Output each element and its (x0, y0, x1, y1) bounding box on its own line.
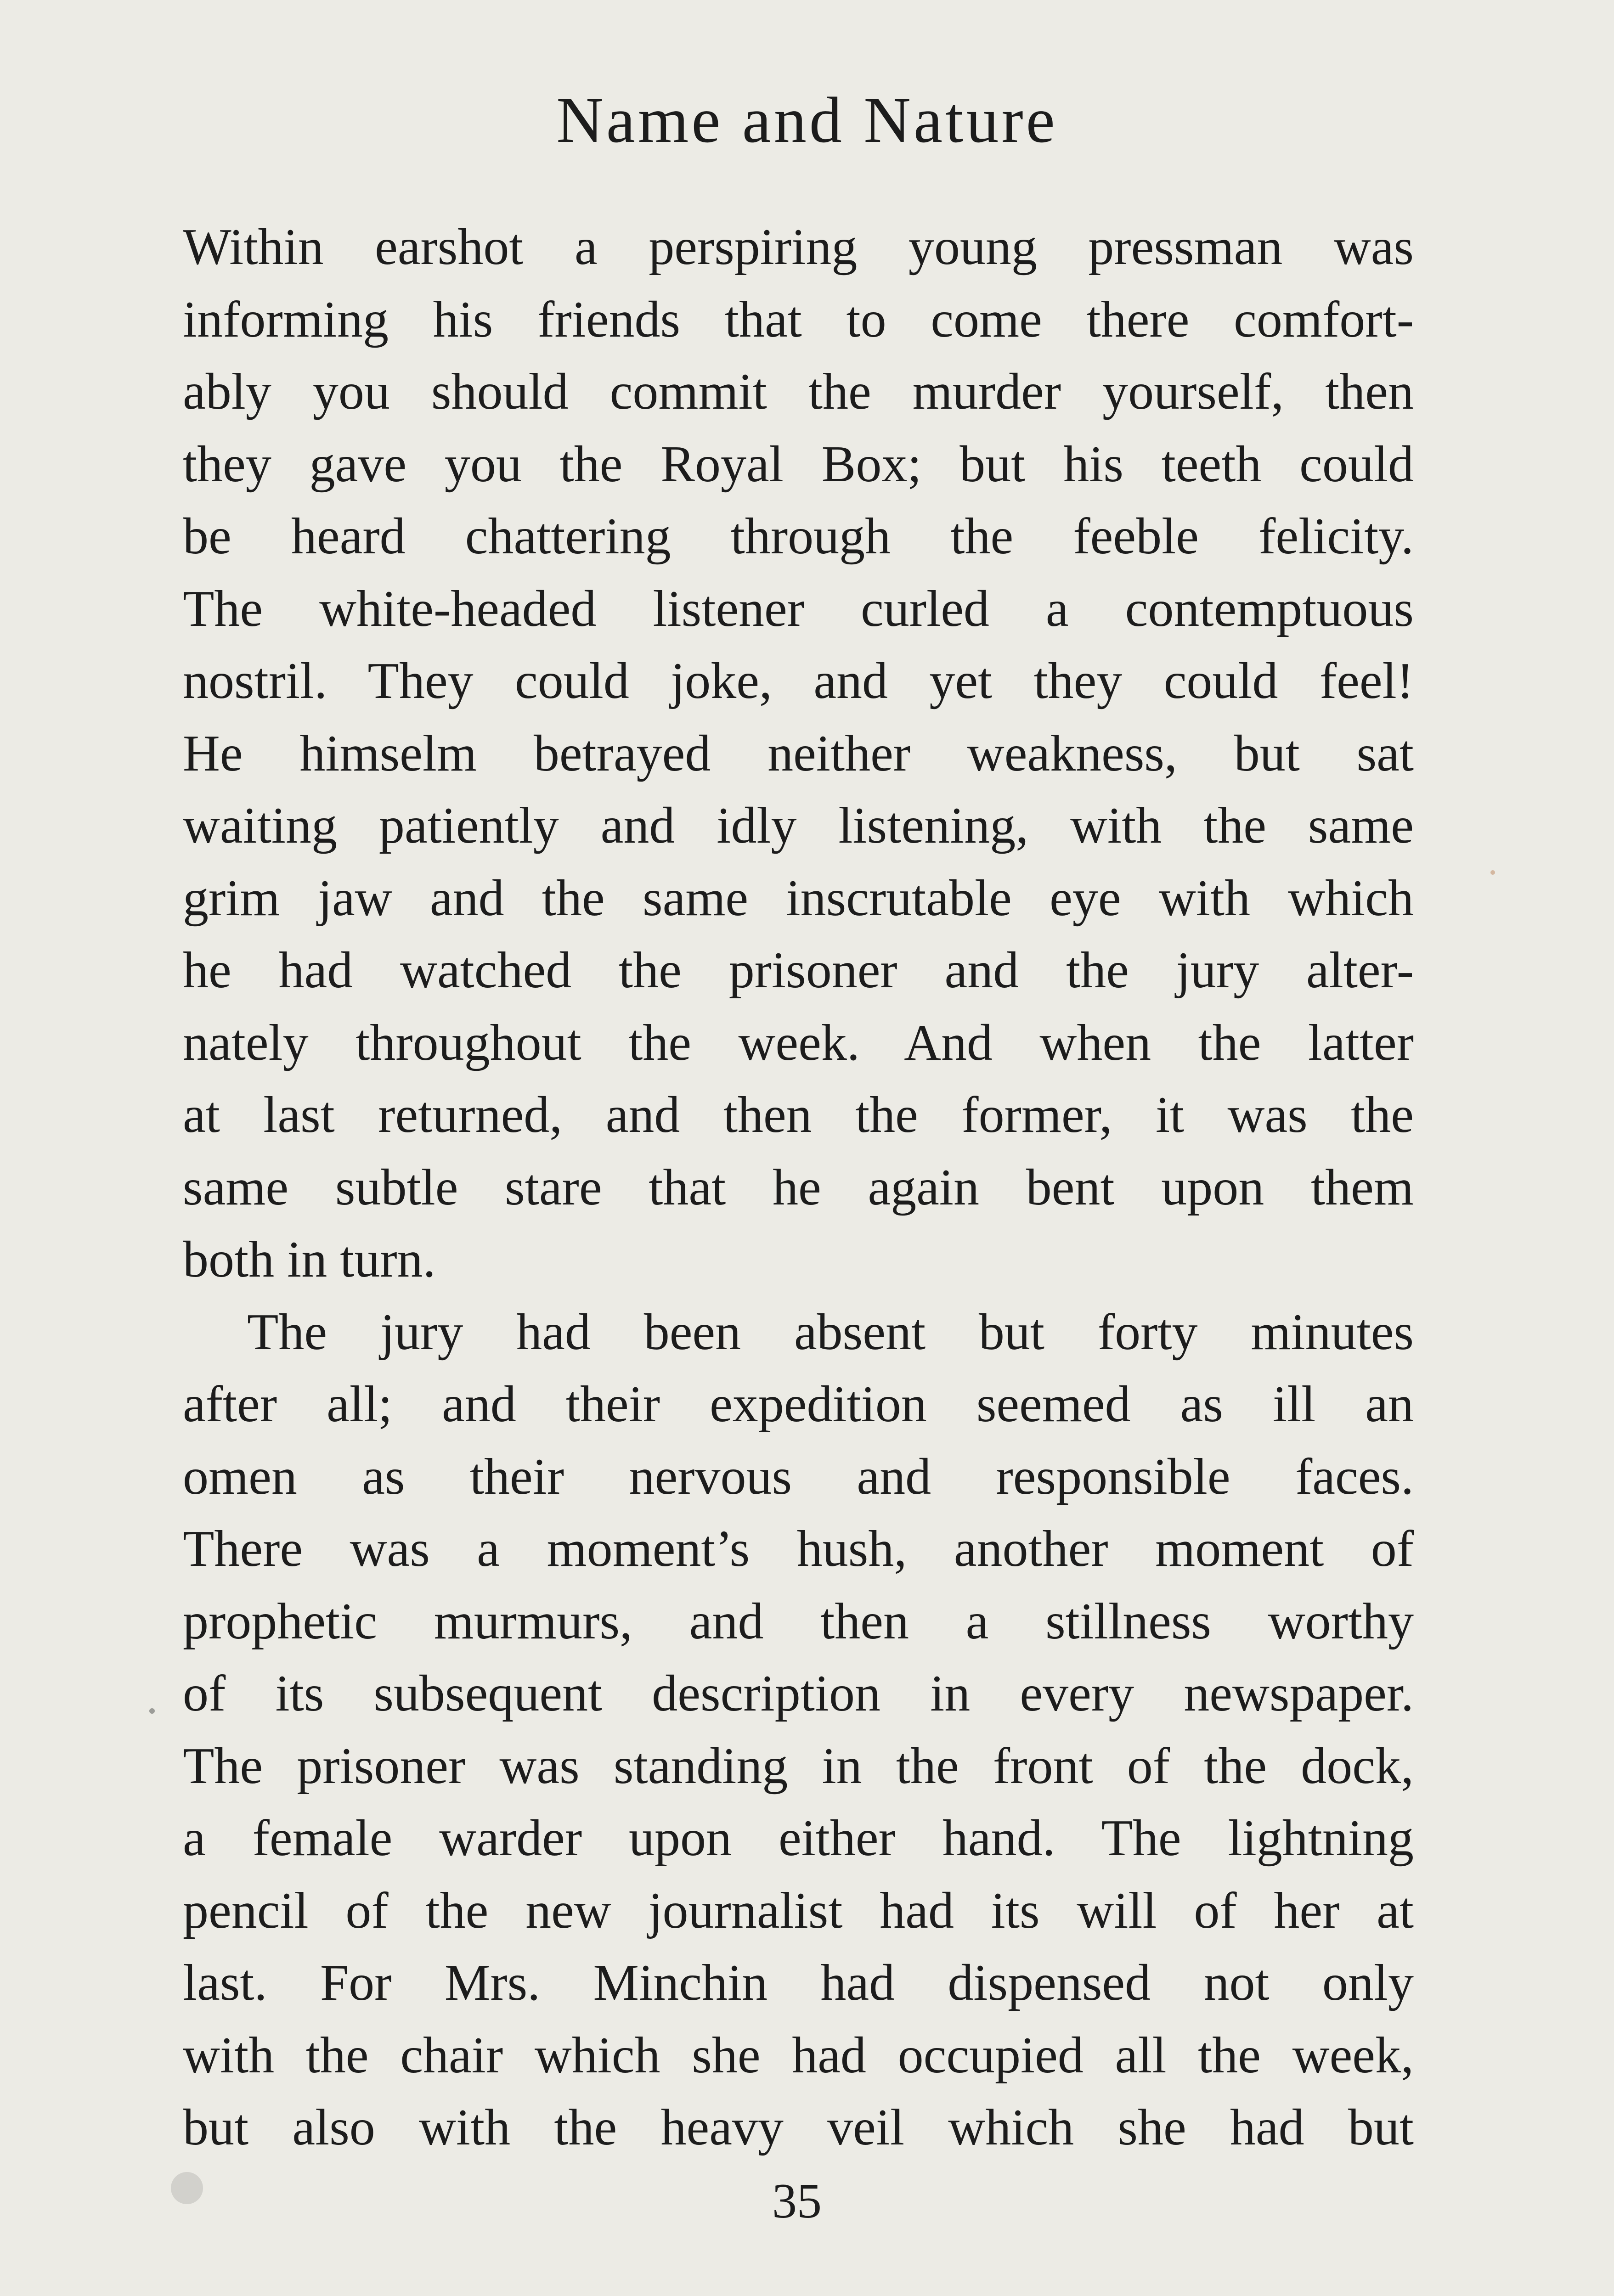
text-line: be heard chattering through the feeble felicity. (183, 508, 1414, 565)
paper-speck (1490, 870, 1495, 875)
text-line: nately throughout the week. And when the latter (183, 1014, 1414, 1071)
text-line: same subtle stare that he again bent upon them (183, 1159, 1414, 1216)
text-line: ably you should commit the murder yourself, then (183, 363, 1414, 420)
text-line: after all; and their expedition seemed as ill an (183, 1376, 1414, 1433)
text-line: Within earshot a perspiring young pressman was (183, 219, 1414, 276)
running-head: Name and Nature (556, 84, 1058, 156)
text-line: of its subsequent description in every newspaper. (183, 1665, 1414, 1722)
text-line: at last returned, and then the former, it was the (183, 1086, 1414, 1143)
text-line: grim jaw and the same inscrutable eye with which (183, 869, 1414, 927)
text-line: omen as their nervous and responsible faces. (183, 1448, 1414, 1505)
text-line: both in turn. (183, 1231, 436, 1288)
page-number: 35 (772, 2174, 822, 2228)
paper-speck (149, 1708, 155, 1714)
text-line: they gave you the Royal Box; but his teeth could (183, 435, 1414, 493)
text-line: The white-headed listener curled a contemptuous (183, 580, 1414, 637)
text-line: He himselm betrayed neither weakness, but sat (183, 725, 1414, 782)
text-line: informing his friends that to come there comfort- (183, 291, 1414, 348)
text-line: There was a moment’s hush, another moment of (183, 1520, 1414, 1577)
text-line: a female warder upon either hand. The lightning (183, 1810, 1414, 1867)
text-line: The prisoner was standing in the front of the dock, (183, 1737, 1414, 1795)
text-line: The jury had been absent but forty minutes (247, 1303, 1414, 1361)
text-line: last. For Mrs. Minchin had dispensed not only (183, 1954, 1414, 2011)
text-line: with the chair which she had occupied all the week, (183, 2026, 1414, 2084)
text-line: nostril. They could joke, and yet they could feel! (183, 653, 1414, 709)
text-line: pencil of the new journalist had its will of her at (183, 1882, 1414, 1939)
text-line: waiting patiently and idly listening, with the same (183, 797, 1414, 854)
paper-speck (171, 2172, 203, 2204)
text-line: he had watched the prisoner and the jury alter- (183, 942, 1414, 999)
text-line: prophetic murmurs, and then a stillness worthy (183, 1593, 1414, 1650)
text-line: but also with the heavy veil which she had but (183, 2099, 1414, 2156)
body-text (183, 211, 1414, 2164)
